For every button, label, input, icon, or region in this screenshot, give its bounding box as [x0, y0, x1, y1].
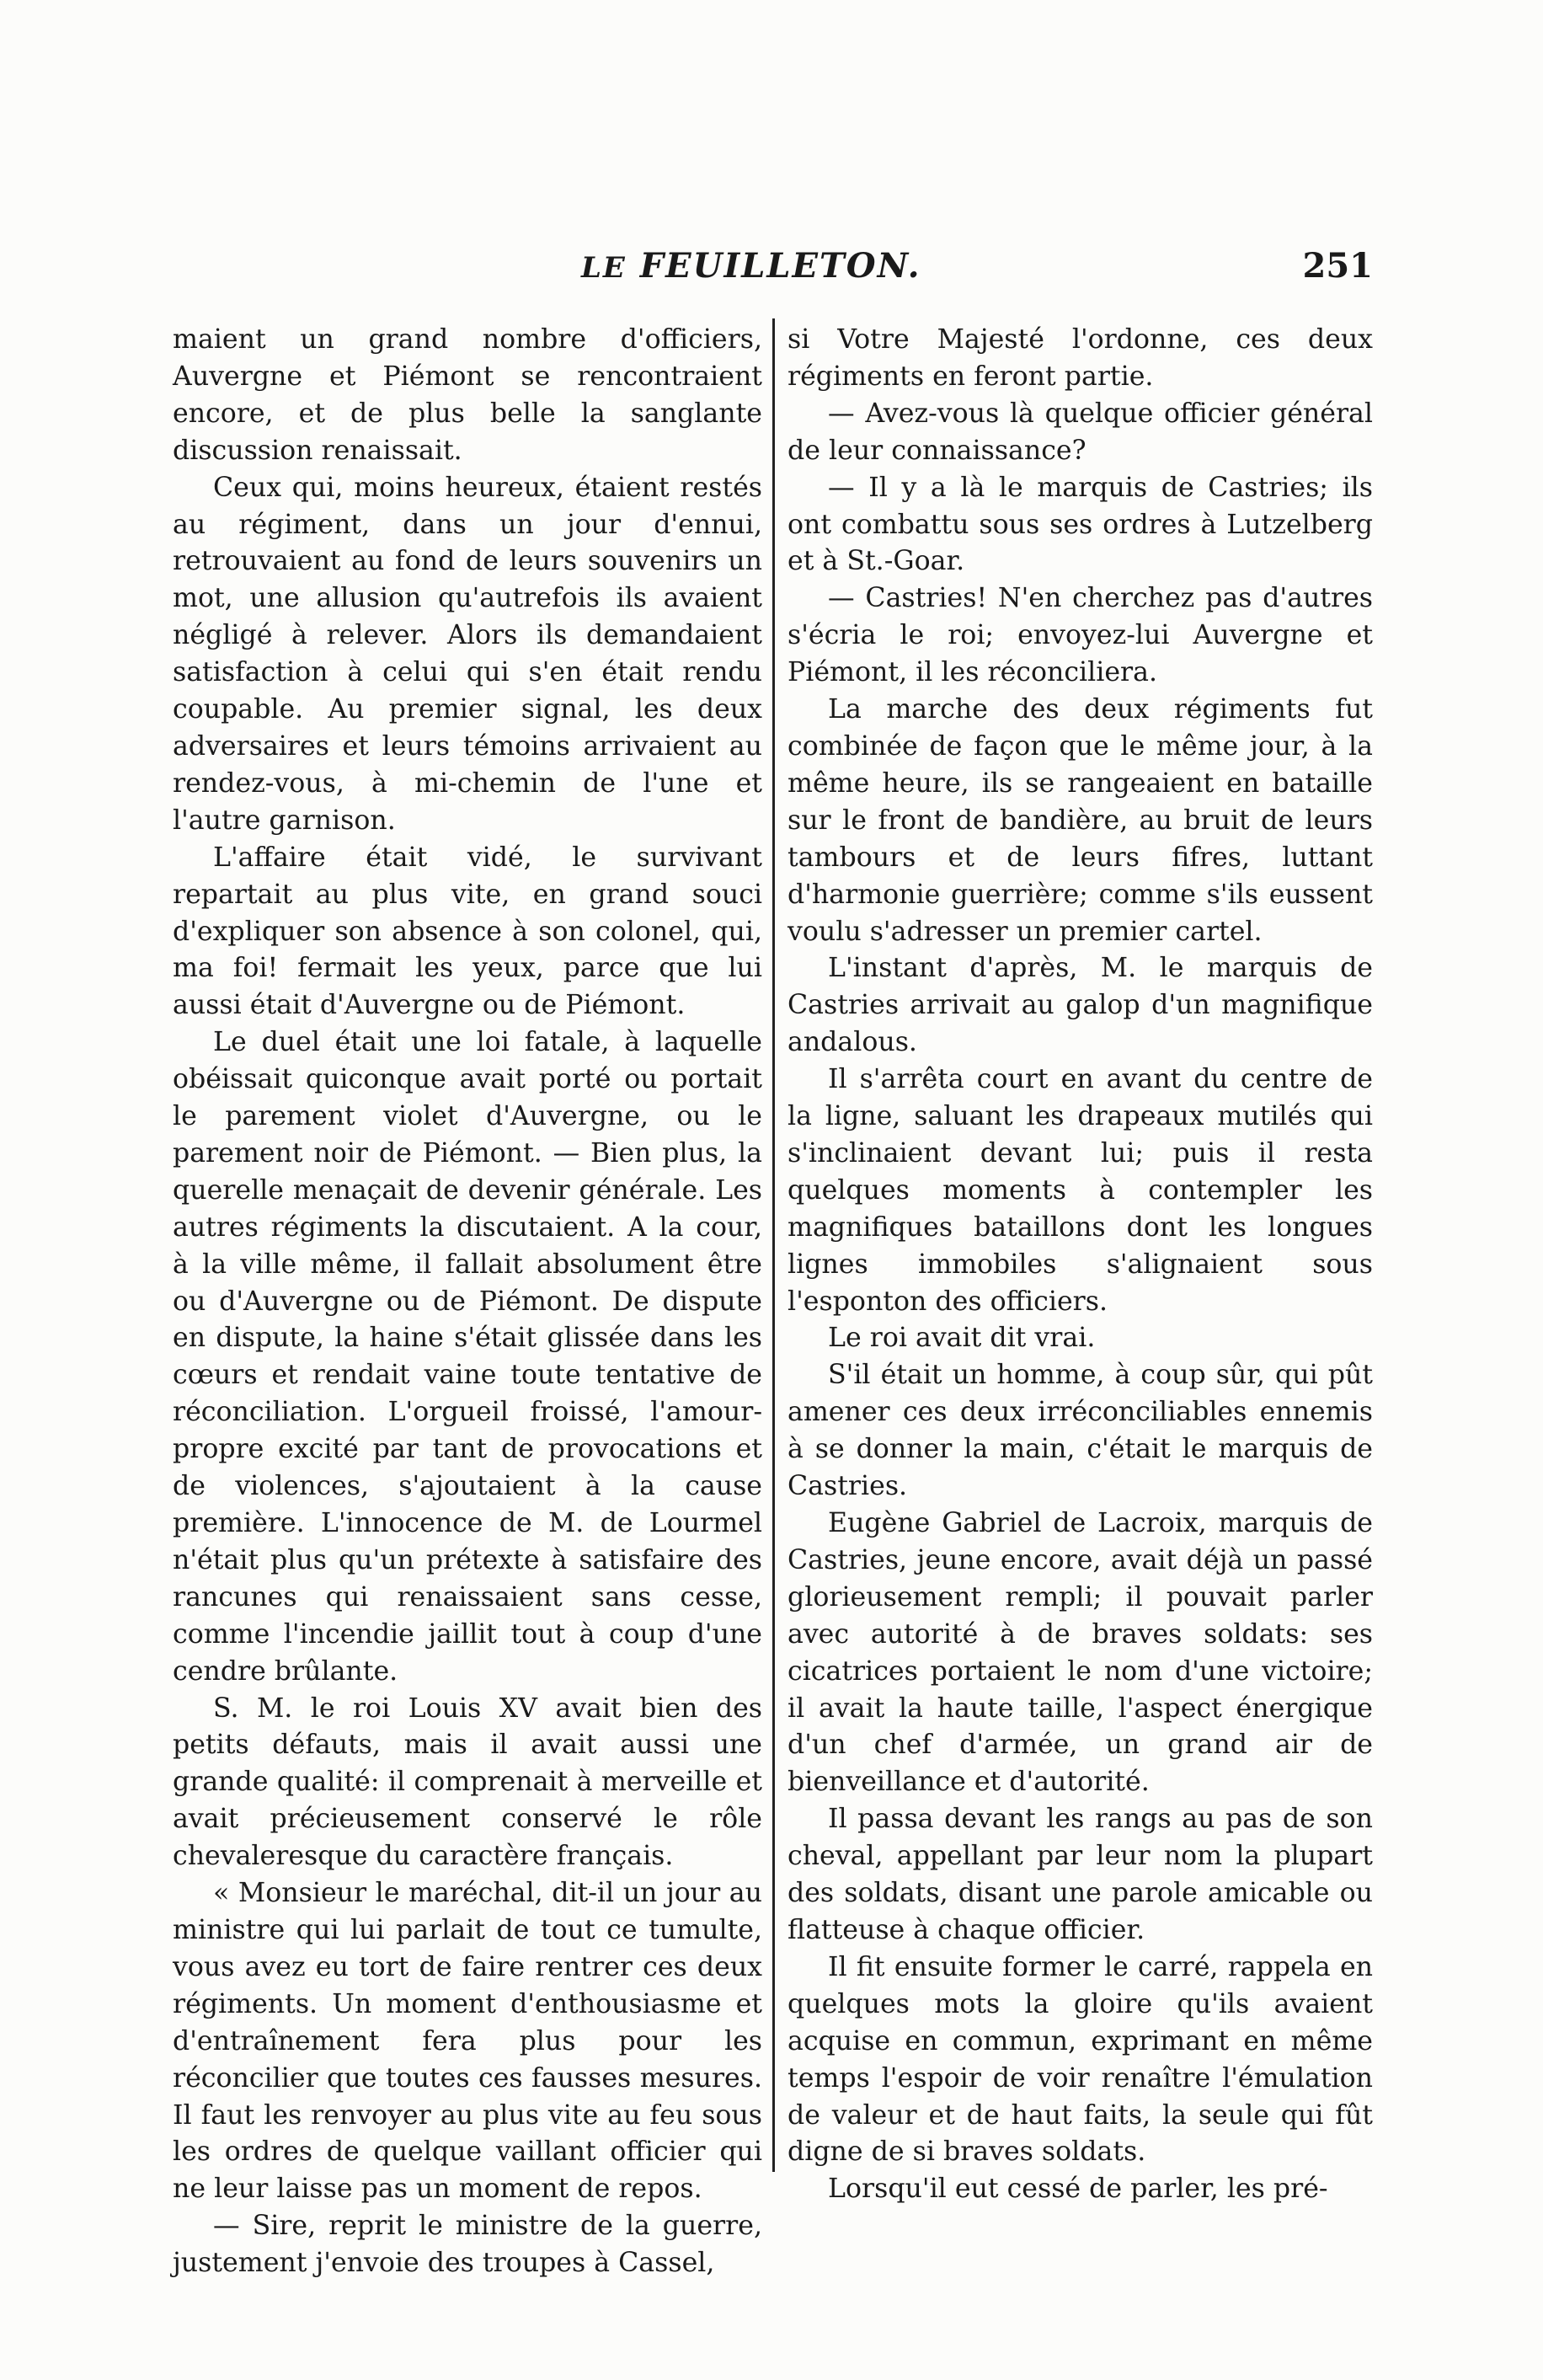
paragraph: L'instant d'après, M. le marquis de Castries arrivait au galop d'un magnifique andalous.	[788, 953, 1373, 1058]
paragraph: Lorsqu'il eut cessé de parler, les pré-	[828, 2174, 1328, 2205]
paragraph: La marche des deux régiments fut combinée de façon que le même jour, à la même heure, ils se rangeaient en bataille sur le front de bandière, au bruit de leurs tambours et de leurs fifres, luttant d'harmonie guerrière; comme s'ils eussent voulu s'adresser un premier cartel.	[788, 694, 1373, 947]
paragraph: Le duel était une loi fatale, à laquelle obéissait quiconque avait porté ou portait le parement violet d'Auvergne, ou le parement noir de Piémont. — Bien plus, la querelle menaçait de devenir générale. Les autres régiments la discutaient. A la cour, à la ville même, il fallait absolument être ou d'Auvergne ou de Piémont. De dispute en dispute, la haine s'était glissée dans les cœurs et rendait vaine toute tentative de réconciliation. L'orgueil froissé, l'amour-propre excité par tant de provocations et de violences, s'ajoutaient à la cause première. L'innocence de M. de Lourmel n'était plus qu'un prétexte à satisfaire des rancunes qui renaissaient sans cesse, comme l'incendie jaillit tout à coup d'une cendre brûlante.	[173, 1027, 762, 1687]
paragraph: Eugène Gabriel de Lacroix, marquis de Castries, jeune encore, avait déjà un passé glorieusement rempli; il pouvait parler avec autorité à de braves soldats: ses cicatrices portaient le nom d'une victoire; il avait la haute taille, l'aspect énergique d'un chef d'armée, un grand air de bienveillance et d'autorité.	[788, 1508, 1373, 1798]
left-column	[173, 322, 762, 2282]
paragraph: Il passa devant les rangs au pas de son cheval, appellant par leur nom la plupart des soldats, disant une parole amicable ou flatteuse à chaque officier.	[788, 1804, 1373, 1945]
paragraph: S. M. le roi Louis XV avait bien des petits défauts, mais il avait aussi une grande qualité: il comprenait à merveille et avait précieusement conservé le rôle chevaleresque du caractère français.	[173, 1693, 762, 1872]
page-title	[581, 246, 921, 286]
paragraph: S'il était un homme, à coup sûr, qui pût amener ces deux irréconciliables ennemis à se donner la main, c'était le marquis de Castries.	[788, 1360, 1373, 1502]
paragraph: Ceux qui, moins heureux, étaient restés au régiment, dans un jour d'ennui, retrouvaient au fond de leurs souvenirs un mot, une allusion qu'autrefois ils avaient négligé à relever. Alors ils demandaient satisfaction à celui qui s'en était rendu coupable. Au premier signal, les deux adversaires et leurs témoins arrivaient au rendez-vous, à mi-chemin de l'une et l'autre garnison.	[173, 472, 762, 836]
title-prefix: LE	[581, 251, 627, 285]
paragraph: Le roi avait dit vrai.	[828, 1323, 1096, 1354]
paragraph: Il s'arrêta court en avant du centre de la ligne, saluant les drapeaux mutilés qui s'inclinaient devant lui; puis il resta quelques moments à contempler les magnifiques bataillons dont les longues lignes immobiles s'alignaient sous l'esponton des officiers.	[788, 1064, 1373, 1317]
paragraph: « Monsieur le maréchal, dit-il un jour au ministre qui lui parlait de tout ce tumulte, vous avez eu tort de faire rentrer ces deux régiments. Un moment d'enthousiasme et d'entraînement fera plus pour les réconcilier que toutes ces fausses mesures. Il faut les renvoyer au plus vite au feu sous les ordres de quelque vaillant officier qui ne leur laisse pas un moment de repos.	[173, 1878, 762, 2205]
paragraph: — Sire, reprit le ministre de la guerre, justement j'envoie des troupes à Cassel,	[173, 2211, 762, 2279]
paragraph: — Il y a là le marquis de Castries; ils ont combattu sous ses ordres à Lutzelberg et à St.-Goar.	[788, 472, 1373, 577]
running-header	[168, 246, 1373, 286]
paragraph: Il fit ensuite former le carré, rappela en quelques mots la gloire qu'ils avaient acquise en commun, exprimant en même temps l'espoir de voir renaître l'émulation de valeur et de haut faits, la seule qui fût digne de si braves soldats.	[788, 1951, 1373, 2168]
title-main: FEUILLETON.	[639, 246, 921, 286]
paragraph: — Castries! N'en cherchez pas d'autres s'écria le roi; envoyez-lui Auvergne et Piémont, il les réconciliera.	[788, 583, 1373, 688]
paragraph: maient un grand nombre d'officiers, Auvergne et Piémont se rencontraient encore, et de plus belle la sanglante discussion renaissait.	[173, 324, 762, 466]
right-column	[788, 322, 1373, 2208]
paragraph: — Avez-vous là quelque officier général de leur connaissance?	[788, 398, 1373, 466]
paragraph: si Votre Majesté l'ordonne, ces deux régiments en feront partie.	[788, 324, 1373, 392]
paragraph: L'affaire était vidé, le survivant repartait au plus vite, en grand souci d'expliquer son absence à son colonel, qui, ma foi! fermait les yeux, parce que lui aussi était d'Auvergne ou de Piémont.	[173, 842, 762, 1021]
page-number: 251	[1302, 246, 1373, 286]
column-divider	[772, 318, 775, 2172]
